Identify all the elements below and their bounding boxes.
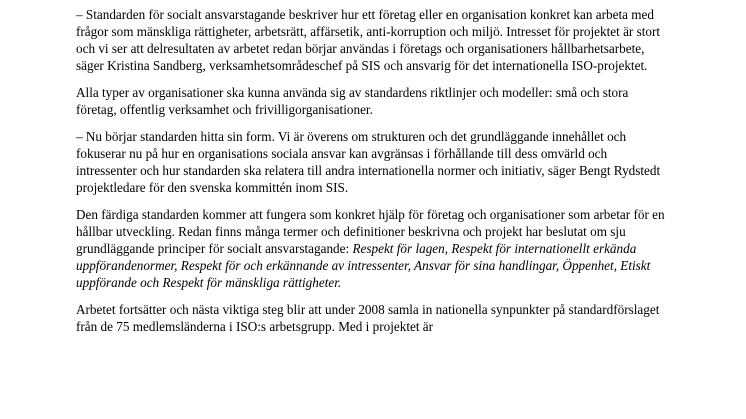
paragraph-organisation-types: Alla typer av organisationer ska kunna använda sig av standardens riktlinjer och modeller: små och stora företag, offentlig verksamhet och frivilligorganisationer. bbox=[76, 85, 629, 117]
principles-intro-text: Den färdiga standarden kommer att fungera som konkret hjälp för företag och organisationer som arbetar för en hållbar utveckling. Redan finns många termer och definitioner beskrivna och projekt har beslutat om sju grundläggande principer för socialt ansvarstagande: bbox=[76, 207, 665, 256]
paragraph-next-steps: Arbetet fortsätter och nästa viktiga steg blir att under 2008 samla in nationella synpunkter på standardförslaget från de 75 medlemsländerna i ISO:s arbetsgrupp. Med i projektet är bbox=[76, 302, 660, 334]
document-page bbox=[76, 6, 666, 345]
paragraph-quote-bengt-rydstedt: – Nu börjar standarden hitta sin form. Vi är överens om strukturen och det grundläggande innehållet och fokuserar nu på hur en organisations sociala ansvar kan avgränsas i förhållande till dess omvärld och intressenter och hur standarden ska relatera till andra internationella normer och initiativ, säger Bengt Rydstedt projektledare för den svenska kommittén inom SIS. bbox=[76, 129, 661, 195]
principles-list-text: Respekt för lagen, Respekt för internationellt erkända uppförandenormer, Respekt för och erkännande av intressenter, Ansvar för sina handlingar, Öppenhet, Etiskt uppförande och Respekt för mänskliga rättigheter. bbox=[76, 241, 651, 290]
paragraph-quote-kristina-sandberg: – Standarden för socialt ansvarstagande beskriver hur ett företag eller en organisation konkret kan arbeta med frågor som mänskliga rättigheter, arbetsrätt, affärsetik, anti-korruption och miljö. Intresset för projektet är stort och vi ser att delresultaten av arbetet redan börjar användas i företags och organisationers hållbarhetsarbete, säger Kristina Sandberg, verksamhetsområdeschef på SIS och ansvarig för det internationella ISO-projektet. bbox=[76, 7, 661, 73]
paragraph-principles bbox=[76, 206, 666, 291]
